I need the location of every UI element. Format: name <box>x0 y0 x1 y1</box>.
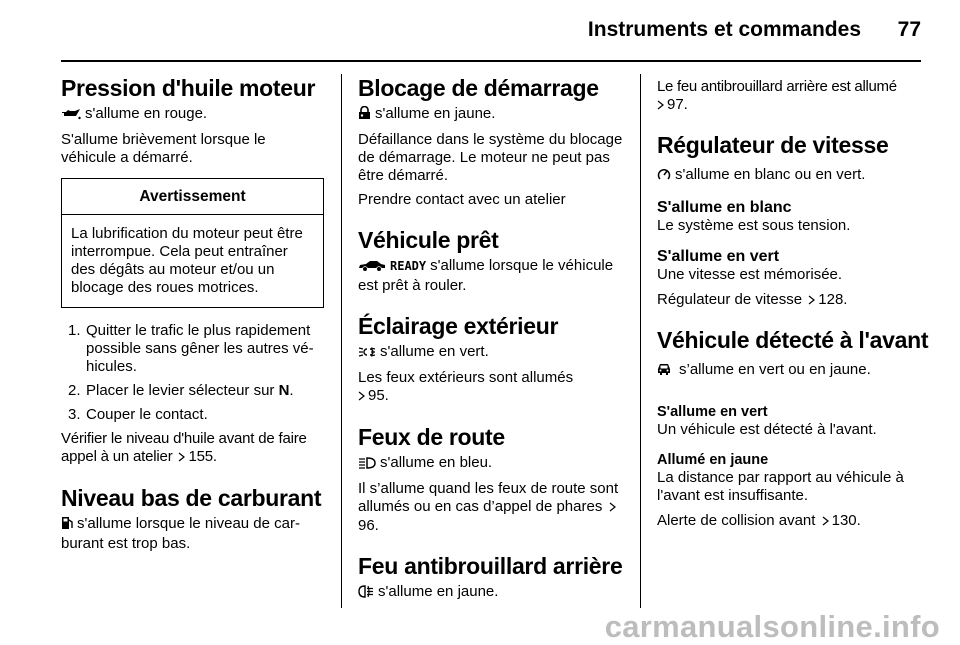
fuel-description: s'allume lorsque le niveau de carburant est trop bas. <box>61 515 300 552</box>
beam-status-text: s'allume en bleu. <box>380 454 493 471</box>
rear-fog-icon <box>358 585 374 603</box>
cruise-control-icon <box>657 168 671 186</box>
page-number: 77 <box>897 18 921 41</box>
column-2 <box>358 74 623 603</box>
immobilizer-lock-icon <box>358 106 371 125</box>
collision-alert-reference: 130. <box>831 512 861 529</box>
column-3 <box>657 74 929 531</box>
fog-continued-reference: 97. <box>667 96 688 113</box>
page-reference-icon <box>358 388 366 406</box>
steps-list <box>61 322 324 424</box>
section-title-low-fuel: Niveau bas de carburant <box>61 485 322 511</box>
oil-status-text: s'allume en rouge. <box>85 105 208 122</box>
immobilizer-action: Prendre contact avec un atelier <box>358 191 566 208</box>
section-title-exterior-lights: Éclairage extérieur <box>358 313 559 339</box>
immobilizer-description: Défaillance dans le système du blocage de démarrage. Le moteur ne peut pas être démarré. <box>358 131 623 184</box>
cruise-green-text: Une vitesse est mémorisée. <box>657 266 843 283</box>
vehicle-green-text: Un véhicule est détecté à l'avant. <box>657 421 877 438</box>
fog-status-text: s'allume en jaune. <box>378 583 499 600</box>
warning-text: La lubrification du moteur peut être interrompue. Cela peut entraîner des dégâts au moteur et/ou un blocage des roues motrices. <box>71 225 303 296</box>
vehicle-green-heading: S'allume en vert <box>657 404 768 420</box>
collision-alert-text: Alerte de collision avant <box>657 512 816 529</box>
header-rule <box>61 60 921 62</box>
immobilizer-status-text: s'allume en jaune. <box>375 105 496 122</box>
section-title-immobilizer: Blocage de démarrage <box>358 75 599 101</box>
vehicle-yellow-heading: Allumé en jaune <box>657 452 769 468</box>
cruise-green-heading: S'allume en vert <box>657 248 780 265</box>
fuel-pump-icon <box>61 516 73 535</box>
column-1 <box>61 74 324 553</box>
section-title-oil-pressure: Pression d'huile moteur <box>61 75 316 101</box>
page-reference-icon <box>178 449 186 467</box>
section-title-high-beam: Feux de route <box>358 424 505 450</box>
page-reference-icon <box>657 97 665 115</box>
list-item: 1. Quitter le trafic le plus rapidement possible sans gêner les autres véhicules. <box>68 322 314 375</box>
list-item: 2. Placer le levier sélecteur sur N. <box>68 382 294 399</box>
watermark: carmanualsonline.info <box>604 609 940 644</box>
section-title-vehicle-ahead: Véhicule détecté à l'avant <box>657 327 929 353</box>
page-header-title: Instruments et commandes <box>587 18 861 41</box>
cruise-status-text: s'allume en blanc ou en vert. <box>675 166 866 183</box>
vehicle-ahead-icon <box>657 363 671 381</box>
column-divider <box>640 74 641 608</box>
cruise-white-heading: S'allume en blanc <box>657 199 792 216</box>
oil-can-icon <box>61 107 81 125</box>
lights-reference: 95. <box>368 387 389 404</box>
cruise-ref-text: Régulateur de vitesse <box>657 291 803 308</box>
beam-reference: 96. <box>358 517 379 534</box>
parking-lights-icon <box>358 345 376 363</box>
section-title-rear-fog: Feu antibrouillard arrière <box>358 553 623 579</box>
warning-heading: Avertissement <box>62 179 323 215</box>
page-reference-icon <box>808 292 816 310</box>
column-divider <box>341 74 342 608</box>
page-reference-icon <box>822 513 830 531</box>
section-title-vehicle-ready: Véhicule prêt <box>358 227 499 253</box>
beam-description: Il s’allume quand les feux de route sont allumés ou en cas d’appel de phares <box>358 480 619 515</box>
section-title-cruise-control: Régulateur de vitesse <box>657 132 889 158</box>
vehicle-yellow-text: La distance par rapport au véhicule à l'avant est insuffisante. <box>657 469 904 504</box>
fog-continued-text: Le feu antibrouillard arrière est allumé <box>657 78 897 95</box>
page-reference-icon <box>609 499 617 517</box>
warning-box <box>61 178 324 308</box>
vehicle-status-text: s’allume en vert ou en jaune. <box>679 361 871 378</box>
list-item: 3. Couper le contact. <box>68 406 208 423</box>
oil-description: S'allume brièvement lorsque le véhicule a démarré. <box>61 131 266 166</box>
lights-status-text: s'allume en vert. <box>380 343 489 360</box>
cruise-reference: 128. <box>818 291 848 308</box>
ready-icon-label: READY <box>390 259 427 273</box>
high-beam-icon <box>358 456 376 474</box>
oil-check-text: Vérifier le niveau d'huile avant de faire appel à un atelier <box>61 430 307 465</box>
ready-description: s'allume lorsque le véhicule est prêt à rouler. <box>358 257 614 294</box>
oil-check-reference: 155. <box>188 448 217 465</box>
lights-description: Les feux extérieurs sont allumés <box>358 369 574 386</box>
cruise-white-text: Le système est sous tension. <box>657 217 851 234</box>
car-ready-icon <box>358 259 386 277</box>
